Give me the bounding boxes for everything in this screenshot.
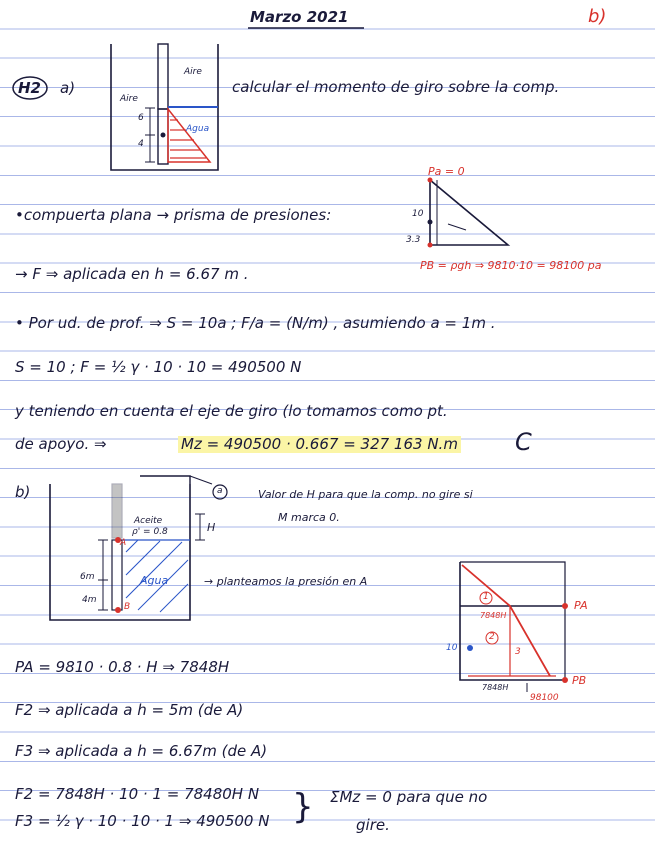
fig-b-H: H: [207, 521, 216, 534]
sol-b-l5: F3 = ½ γ · 10 · 10 · 1 ⇒ 490500 N: [15, 812, 270, 830]
fig-a-dim-4: 4: [138, 139, 144, 149]
sol-a-moment-result: Mz = 490500 · 0.667 = 327 163 N.m: [178, 436, 461, 453]
sol-b-l3: F3 ⇒ aplicada a h = 6.67m (de A): [15, 742, 268, 760]
fig-b-B: B: [124, 602, 131, 612]
fig-b-4m: 4m: [82, 595, 97, 605]
fig-b-aceite: Aceite: [134, 516, 163, 526]
pressure-diagram-b: [460, 562, 568, 692]
rotation-symbol: C: [515, 428, 532, 456]
diag-a-10: 10: [412, 209, 424, 219]
sol-a-line1: •compuerta plana → prisma de presiones:: [15, 206, 332, 224]
sol-a-line5: y teniendo en cuenta el eje de giro (lo tomamos como pt.: [15, 402, 448, 420]
fig-a-dim-6: 6: [138, 113, 144, 123]
part-b-question: Valor de H para que la comp. no gire si: [258, 488, 473, 501]
diag-b-2: 2: [489, 632, 495, 642]
diag-a-33: 3.3: [406, 235, 421, 245]
sol-a-line4: S = 10 ; F = ½ γ · 10 · 10 = 490500 N: [15, 358, 302, 376]
fig-b-rho: ρ' = 0.8: [132, 527, 168, 537]
part-b-corner-label: b): [588, 6, 607, 27]
fig-a-aire-top: Aire: [184, 67, 202, 77]
fig-b-agua: Agua: [140, 574, 169, 587]
sol-b-l4: F2 = 7848H · 10 · 1 = 78480H N: [15, 785, 260, 803]
diag-b-1: 1: [483, 592, 489, 602]
fig-b-circle-a: a: [217, 486, 223, 496]
figure-a-tank: [111, 44, 218, 170]
sol-b-l6: ΣMz = 0 para que no: [330, 788, 488, 806]
problem-number: H2: [18, 79, 41, 97]
diag-b-pb: PB: [572, 674, 587, 687]
date-heading: Marzo 2021: [250, 8, 349, 26]
fig-b-A: A: [120, 538, 127, 548]
sol-b-l7: gire.: [356, 816, 390, 834]
diag-a-pa: Pa = 0: [428, 165, 465, 178]
fig-a-agua: Agua: [186, 124, 210, 134]
fig-a-aire-left: Aire: [120, 94, 138, 104]
part-b-plan: → planteamos la presión en A: [204, 575, 368, 588]
diag-b-98100: 98100: [530, 693, 559, 703]
part-b-label: b): [15, 483, 31, 501]
sol-a-line6a: de apoyo. ⇒: [15, 435, 107, 453]
part-a-label: a): [60, 79, 76, 97]
fig-b-6m: 6m: [80, 572, 95, 582]
figure-b-tank: [50, 476, 227, 620]
diag-b-pa: PA: [574, 599, 588, 612]
diag-a-pb: PB = ρgh ⇒ 9810·10 = 98100 pa: [420, 259, 602, 272]
sol-a-line2: → F ⇒ aplicada en h = 6.67 m .: [15, 265, 249, 283]
problem-statement: calcular el momento de giro sobre la comp.: [232, 78, 560, 96]
pressure-triangle-a: [428, 178, 509, 248]
part-b-question2: M marca 0.: [278, 511, 340, 524]
diag-b-7848h-bot: 7848H: [482, 683, 509, 692]
sol-b-l1: PA = 9810 · 0.8 · H ⇒ 7848H: [15, 658, 230, 676]
sol-a-line3: • Por ud. de prof. ⇒ S = 10a ; F/a = (N/m) , asumiendo a = 1m .: [15, 314, 496, 332]
diag-b-10: 10: [446, 643, 458, 653]
sol-b-brace: }: [292, 787, 314, 827]
diag-b-7848h-top: 7848H: [480, 611, 507, 620]
sol-b-l2: F2 ⇒ aplicada a h = 5m (de A): [15, 701, 244, 719]
diag-b-3: 3: [515, 647, 521, 657]
